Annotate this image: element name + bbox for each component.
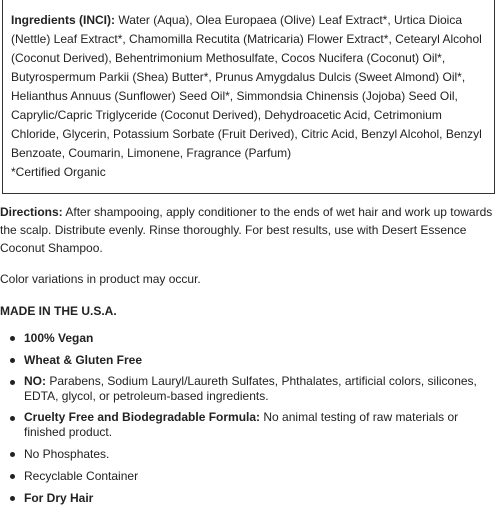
ingredients-box <box>2 0 495 194</box>
feature-item <box>0 330 497 346</box>
feature-text: No Phosphates. <box>24 447 110 461</box>
feature-text: Recyclable Container <box>24 469 139 483</box>
feature-bold: For Dry Hair <box>24 491 94 505</box>
directions-label: Directions: <box>0 205 63 219</box>
directions-paragraph <box>0 203 497 257</box>
feature-item <box>0 490 497 506</box>
feature-text: Parabens, Sodium Lauryl/Laureth Sulfates, Phthalates, artificial colors, silicones, EDTA, glycol, or petroleum-based ingredients. <box>24 374 477 403</box>
made-in-usa-heading: MADE IN THE U.S.A. <box>0 304 117 318</box>
feature-item <box>0 468 497 484</box>
color-variation-note: Color variations in product may occur. <box>0 272 201 286</box>
directions-text: After shampooing, apply conditioner to the ends of wet hair and work up towards the scalp. Distribute evenly. Rinse thoroughly. For best results, use with Desert Essence Coconut Shampoo. <box>0 205 493 255</box>
feature-item <box>0 446 497 462</box>
feature-bold: Wheat & Gluten Free <box>24 353 143 367</box>
feature-bold: 100% Vegan <box>24 331 94 345</box>
feature-item <box>0 352 497 368</box>
feature-bold: Cruelty Free and Biodegradable Formula: <box>24 410 261 424</box>
feature-bold: NO: <box>24 374 46 388</box>
certified-organic-footnote: *Certified Organic <box>11 165 106 179</box>
ingredients-label: Ingredients (INCI): <box>11 13 115 27</box>
feature-text: No animal testing of raw materials or finished product. <box>24 410 459 439</box>
feature-list <box>0 330 497 512</box>
feature-item <box>0 410 497 440</box>
feature-item <box>0 374 497 404</box>
ingredients-text: Water (Aqua), Olea Europaea (Olive) Leaf Extract*, Urtica Dioica (Nettle) Leaf Extract*, Chamomilla Recutita (Matricaria) Flower Extract*, Cetearyl Alcohol (Coconut Derived), Behentrimonium Methosulfate, Cocos Nucifera (Coconut) Oil*, Butyrospermum Parkii (Shea) Butter*, Prunus Amygdalus Dulcis (Sweet Almond) Oil*, Helianthus Annuus (Sunflower) Seed Oil*, Simmondsia Chinensis (Jojoba) Seed Oil, Caprylic/Capric Triglyceride (Coconut Derived), Dehydroacetic Acid, Cetrimonium Chloride, Glycerin, Potassium Sorbate (Fruit Derived), Citric Acid, Benzyl Alcohol, Benzyl Benzoate, Coumarin, Limonene, Fragrance (Parfum) <box>11 13 482 160</box>
